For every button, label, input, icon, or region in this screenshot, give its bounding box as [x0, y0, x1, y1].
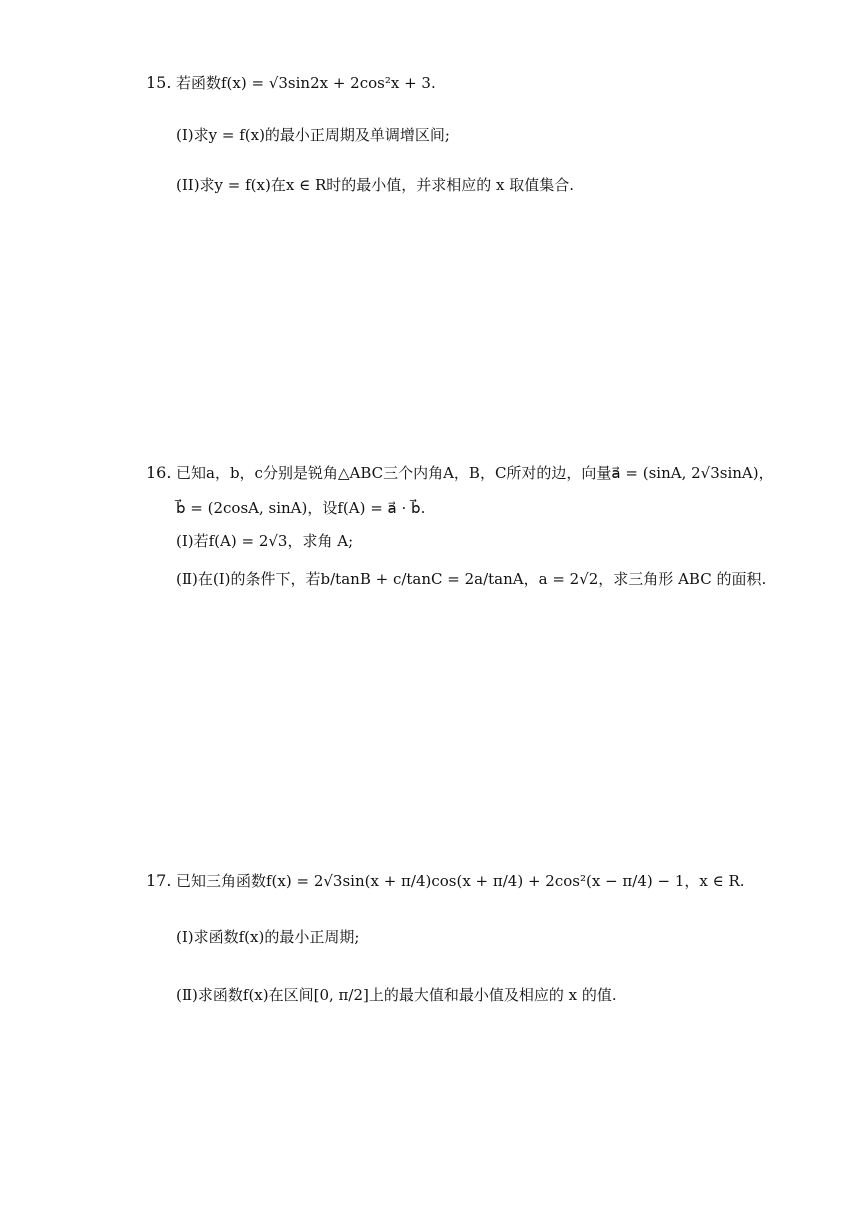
problem-statement-continued — [176, 497, 425, 519]
problem-line: (Ⅰ)若f(A) = 2√3，求角 A; — [176, 532, 354, 550]
problem-line: 已知三角函数f(x) = 2√3sin(x + π/4)cos(x + π/4) + 2cos²(x − π/4) − 1，x ∈ R. — [176, 872, 745, 890]
problem-statement — [176, 870, 745, 892]
problem-line: (Ⅱ)在(Ⅰ)的条件下，若b/tanB + c/tanC = 2a/tanA，a = 2√2，求三角形 ABC 的面积. — [176, 570, 767, 588]
problem-line: 若函数f(x) = √3sin2x + 2cos²x + 3. — [176, 74, 436, 92]
problem-part-1 — [176, 926, 359, 948]
problem-part-1 — [176, 124, 450, 146]
problem-line: b⃗ = (2cosA, sinA)，设f(A) = a⃗ · b⃗. — [176, 499, 426, 517]
problem-statement — [176, 462, 774, 484]
problem-number: 17. — [146, 871, 172, 890]
problem-line: (Ⅱ)求函数f(x)在区间[0, π/2]上的最大值和最小值及相应的 x 的值. — [176, 986, 617, 1004]
problem-part-1 — [176, 530, 353, 552]
problem-part-2 — [176, 984, 617, 1006]
problem-part-2 — [176, 174, 574, 196]
problem-line: (Ⅰ)求函数f(x)的最小正周期; — [176, 928, 360, 946]
problem-line: 已知a，b，c分别是锐角△ABC三个内角A，B，C所对的边，向量a⃗ = (sinA, 2√3sinA)， — [176, 464, 774, 482]
problem-number: 15. — [146, 73, 172, 92]
problem-statement — [176, 72, 436, 94]
problem-number: 16. — [146, 463, 172, 482]
problem-line: (I)求y = f(x)的最小正周期及单调增区间; — [176, 126, 450, 144]
problem-part-2 — [176, 568, 766, 590]
problem-line: (II)求y = f(x)在x ∈ R时的最小值，并求相应的 x 取值集合. — [176, 176, 575, 194]
